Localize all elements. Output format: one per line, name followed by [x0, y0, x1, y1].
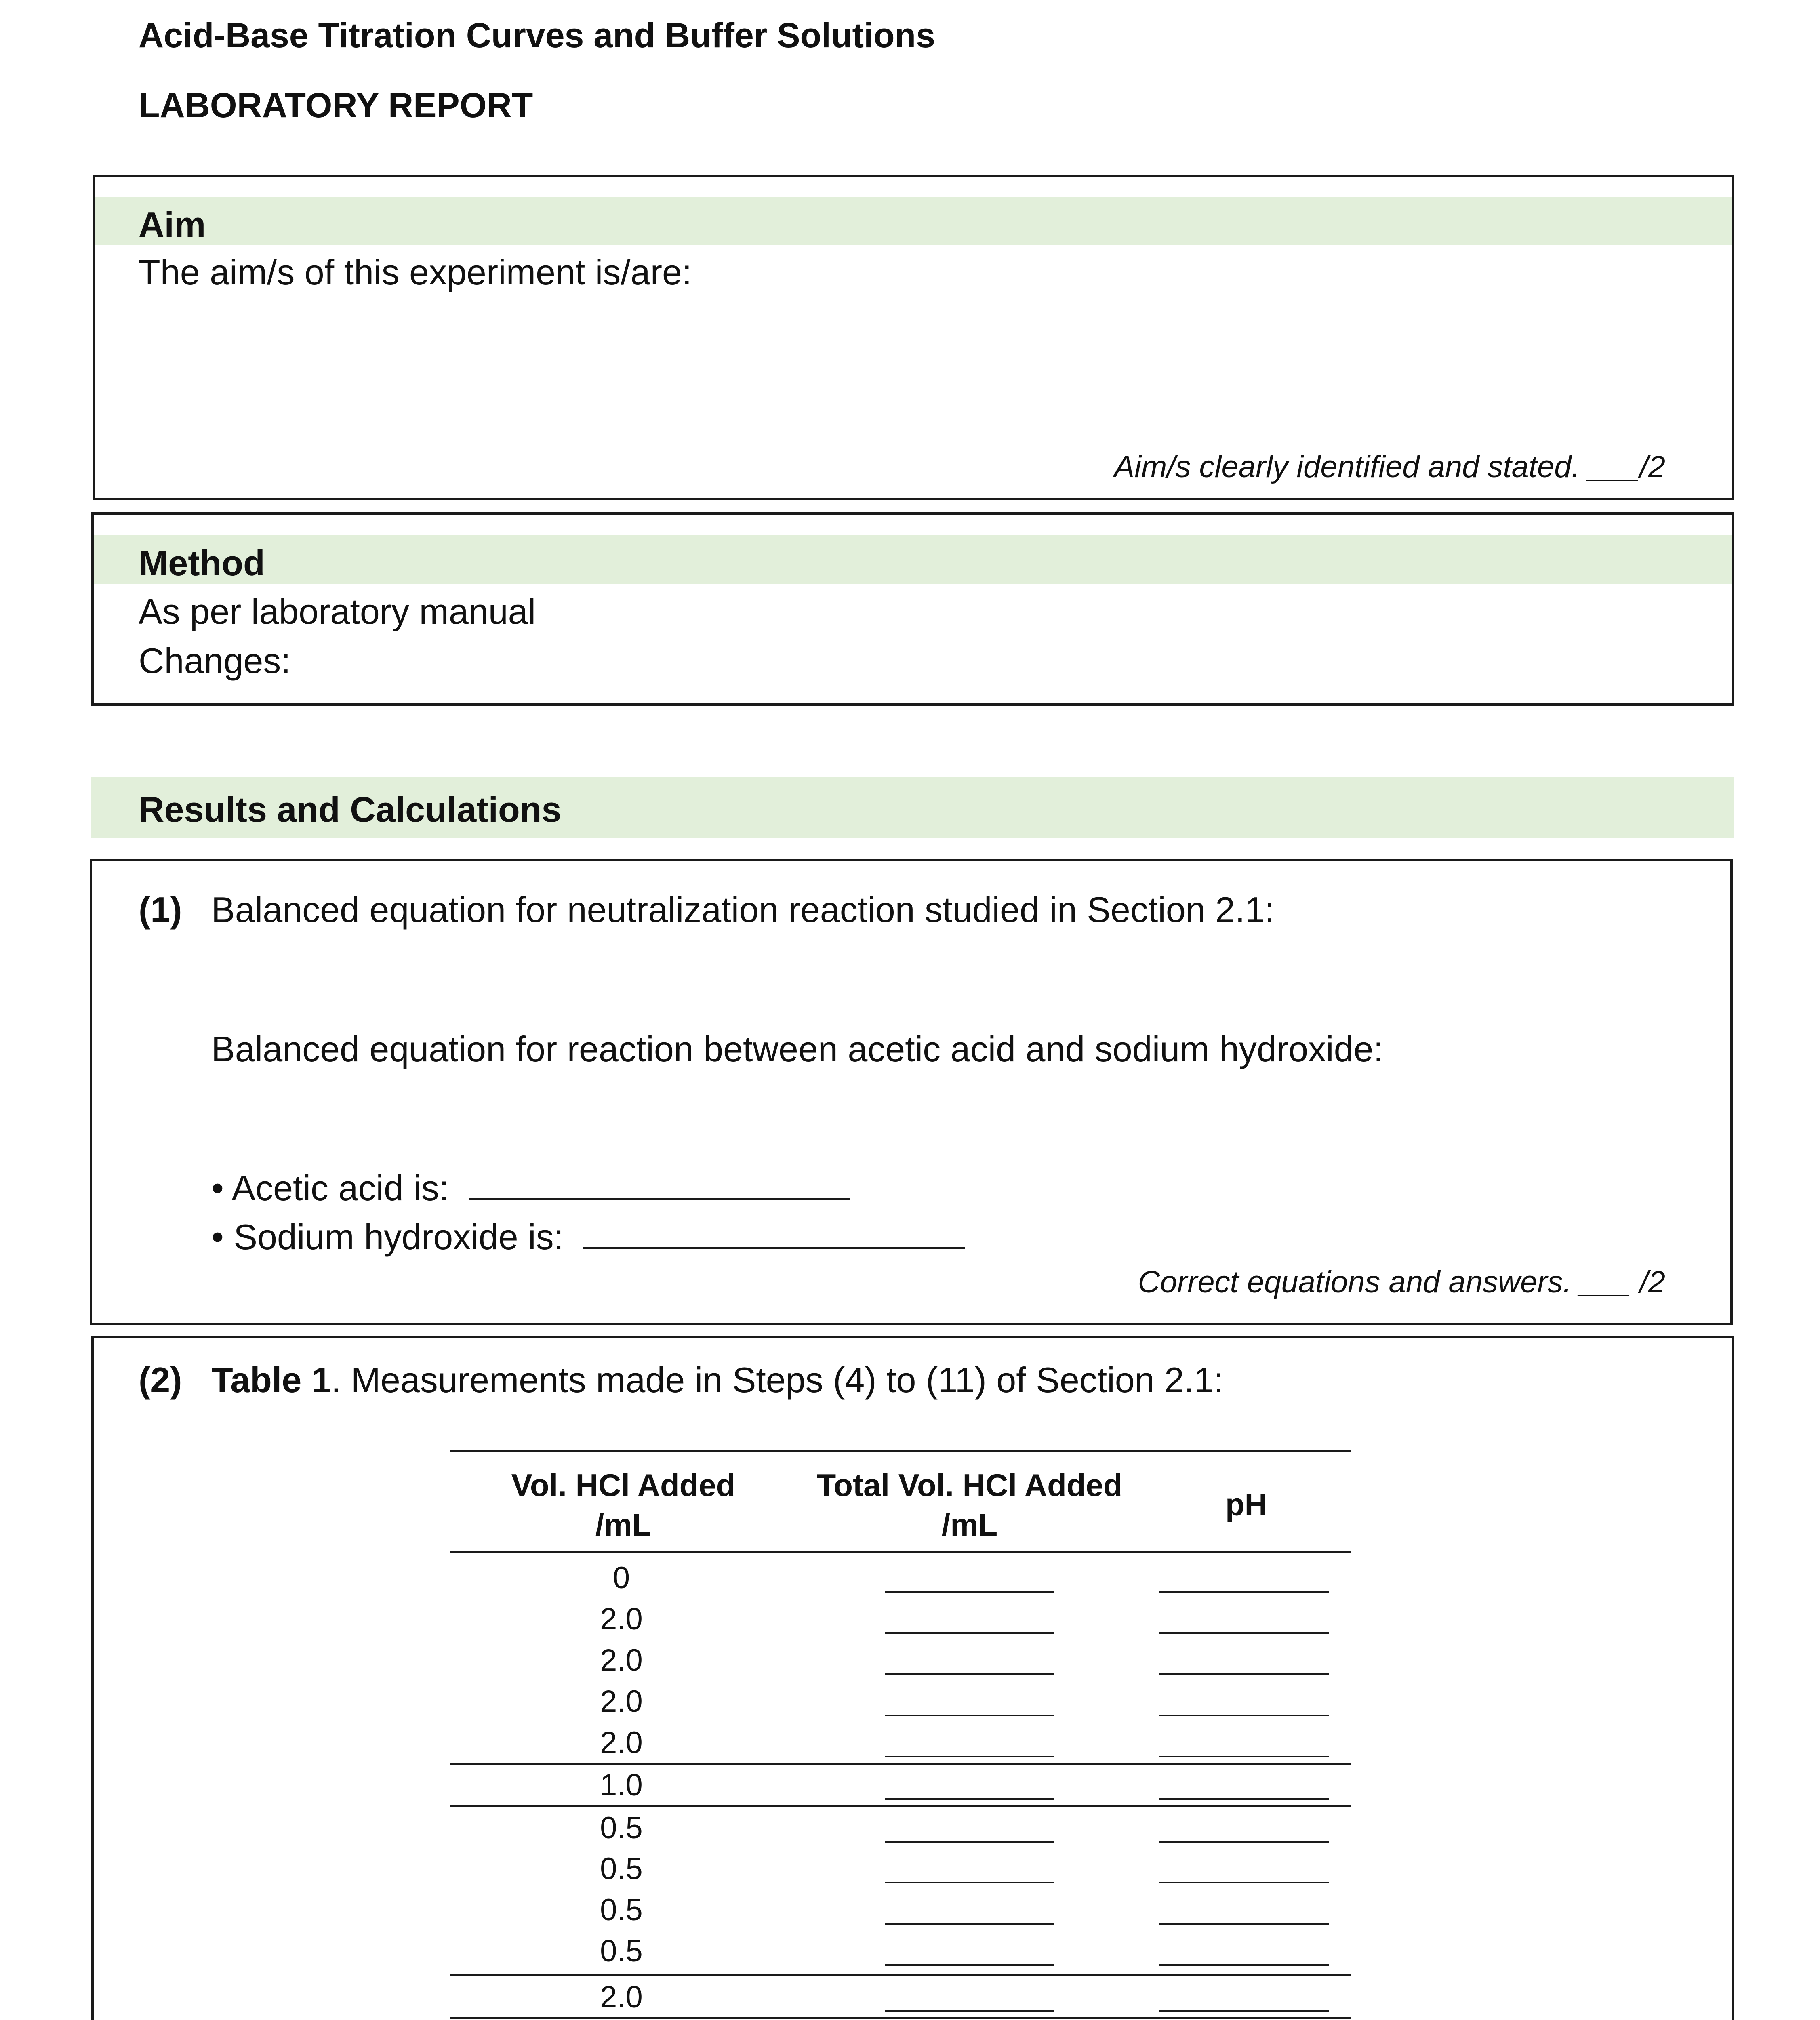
ph-entry-line[interactable]: [1159, 1882, 1329, 1883]
total-vol-entry-line[interactable]: [885, 1964, 1054, 1966]
vol-hcl-cell: 2.0: [600, 1684, 643, 1719]
table-header-rule: [450, 1551, 1351, 1553]
column-header-ph: pH: [1225, 1487, 1267, 1522]
ph-entry-line[interactable]: [1159, 1591, 1329, 1593]
method-changes-label: Changes:: [139, 641, 291, 681]
table-group-rule: [450, 1805, 1351, 1807]
document-subtitle: LABORATORY REPORT: [139, 86, 533, 125]
vol-hcl-cell: 0.5: [600, 1852, 643, 1886]
vol-hcl-cell: 0: [612, 1561, 630, 1595]
table-1-caption: . Measurements made in Steps (4) to (11) of Section 2.1:: [331, 1360, 1224, 1400]
table-group-rule: [450, 1763, 1351, 1765]
total-vol-entry-line[interactable]: [885, 2010, 1054, 2012]
ph-entry-line[interactable]: [1159, 1964, 1329, 1966]
sodium-hydroxide-answer-row: [211, 1219, 965, 1255]
vol-hcl-cell: 0.5: [600, 1811, 643, 1845]
vol-hcl-cell: 2.0: [600, 1643, 643, 1677]
acetic-acid-label: • Acetic acid is:: [211, 1168, 449, 1208]
sodium-hydroxide-answer-blank[interactable]: [583, 1247, 965, 1249]
column-header-vol-hcl-unit: /mL: [595, 1507, 652, 1542]
ph-entry-line[interactable]: [1159, 1756, 1329, 1757]
vol-hcl-cell: 2.0: [600, 1980, 643, 2014]
results-heading: Results and Calculations: [139, 789, 562, 829]
table-group-rule: [450, 1974, 1351, 1976]
total-vol-entry-line[interactable]: [885, 1923, 1054, 1925]
table-group-rule: [450, 2017, 1351, 2019]
question-2-caption: [211, 1362, 1224, 1398]
method-text: As per laboratory manual: [139, 591, 536, 631]
total-vol-entry-line[interactable]: [885, 1715, 1054, 1716]
column-header-total-vol-unit: /mL: [941, 1507, 998, 1542]
method-heading-band: [94, 535, 1732, 584]
acetic-acid-answer-blank[interactable]: [469, 1198, 850, 1200]
ph-entry-line[interactable]: [1159, 1632, 1329, 1634]
ph-entry-line[interactable]: [1159, 1841, 1329, 1843]
aim-rubric: Aim/s clearly identified and stated. ___/2: [1114, 450, 1665, 484]
question-2-box: [91, 1336, 1734, 2020]
vol-hcl-cell: 2.0: [600, 1725, 643, 1760]
vol-hcl-cell: 0.5: [600, 1893, 643, 1927]
column-header-total-vol-hcl: [778, 1466, 1161, 1544]
question-1-number: (1): [139, 890, 182, 930]
total-vol-entry-line[interactable]: [885, 1673, 1054, 1675]
ph-entry-line[interactable]: [1159, 1923, 1329, 1925]
column-header-total-vol-name: Total Vol. HCl Added: [816, 1467, 1123, 1503]
total-vol-entry-line[interactable]: [885, 1632, 1054, 1634]
table-top-rule: [450, 1450, 1351, 1452]
question-2-number: (2): [139, 1360, 182, 1400]
sodium-hydroxide-label: • Sodium hydroxide is:: [211, 1217, 564, 1257]
total-vol-entry-line[interactable]: [885, 1591, 1054, 1593]
total-vol-entry-line[interactable]: [885, 1798, 1054, 1800]
document-title: Acid-Base Titration Curves and Buffer Solutions: [139, 16, 935, 55]
ph-entry-line[interactable]: [1159, 2010, 1329, 2012]
acetic-acid-answer-row: [211, 1170, 850, 1206]
total-vol-entry-line[interactable]: [885, 1882, 1054, 1883]
vol-hcl-cell: 1.0: [600, 1768, 643, 1802]
question-1-rubric: Correct equations and answers. ___ /2: [1138, 1265, 1665, 1299]
aim-heading-band: [95, 197, 1732, 245]
ph-entry-line[interactable]: [1159, 1715, 1329, 1716]
table-1-label: Table 1: [211, 1360, 331, 1400]
question-1-prompt-acetic: Balanced equation for reaction between acetic acid and sodium hydroxide:: [211, 1029, 1383, 1069]
column-header-vol-hcl: [462, 1466, 785, 1544]
ph-entry-line[interactable]: [1159, 1673, 1329, 1675]
question-1-prompt: Balanced equation for neutralization reaction studied in Section 2.1:: [211, 890, 1275, 930]
ph-entry-line[interactable]: [1159, 1798, 1329, 1800]
aim-heading: Aim: [139, 204, 206, 244]
vol-hcl-cell: 2.0: [600, 1602, 643, 1636]
column-header-vol-hcl-name: Vol. HCl Added: [511, 1467, 736, 1503]
aim-prompt: The aim/s of this experiment is/are:: [139, 252, 692, 292]
total-vol-entry-line[interactable]: [885, 1756, 1054, 1757]
method-heading: Method: [139, 543, 265, 583]
total-vol-entry-line[interactable]: [885, 1841, 1054, 1843]
vol-hcl-cell: 0.5: [600, 1934, 643, 1968]
